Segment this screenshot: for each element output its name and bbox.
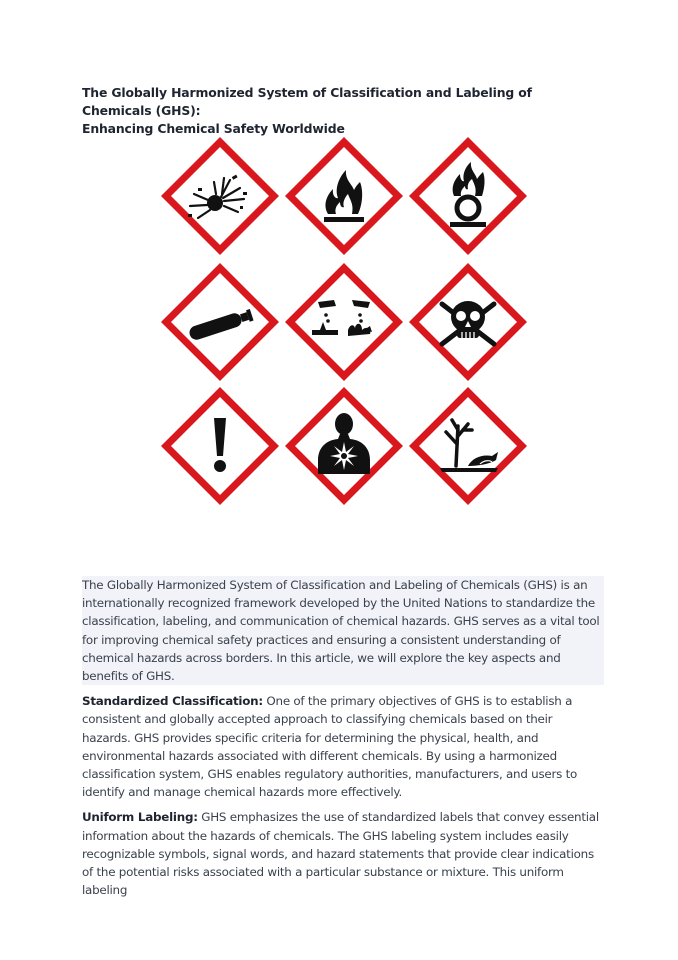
corrosion-icon [282,260,406,384]
exclamation-mark-icon [158,384,282,508]
section-heading: Standardized Classification: [82,694,263,709]
ghs-pictogram-grid [152,134,532,514]
flame-over-circle-icon [406,134,530,258]
section-heading: Uniform Labeling: [82,810,198,825]
standardized-classification-paragraph [82,692,604,801]
section-text: One of the primary objectives of GHS is to establish a consistent and globally accepted approach to classifying chemicals based on their hazards. GHS provides specific criteria for determining the physical, health, and environmental hazards associated with different chemicals. By using a harmonized classification system, GHS enables regulatory authorities, manufacturers, and users to identify and manage chemical hazards more effectively. [82,694,578,800]
gas-cylinder-icon [158,260,282,384]
intro-paragraph: The Globally Harmonized System of Classification and Labeling of Chemicals (GHS) is an internationally recognized framework developed by the United Nations to standardize the classification, labeling, and communication of chemical hazards. GHS serves as a vital tool for improving chemical safety practices and ensuring a consistent understanding of chemical hazards across borders. In this article, we will explore the key aspects and benefits of GHS. [82,576,604,685]
article-title [82,84,602,138]
flame-icon [282,134,406,258]
article-body [82,576,604,906]
uniform-labeling-paragraph [82,808,604,899]
health-hazard-icon [282,384,406,508]
article-title-line-2: Enhancing Chemical Safety Worldwide [82,121,345,136]
environment-icon [406,384,530,508]
section-text: GHS emphasizes the use of standardized labels that convey essential information about the hazards of chemicals. The GHS labeling system includes easily recognizable symbols, signal words, and hazard statements that provide clear indications of the potential risks associated with a particular substance or mixture. This uniform labeling [82,810,599,898]
exploding-bomb-icon [158,134,282,258]
article-title-line-1: The Globally Harmonized System of Classification and Labeling of Chemicals (GHS): [82,85,532,118]
skull-crossbones-icon [406,260,530,384]
